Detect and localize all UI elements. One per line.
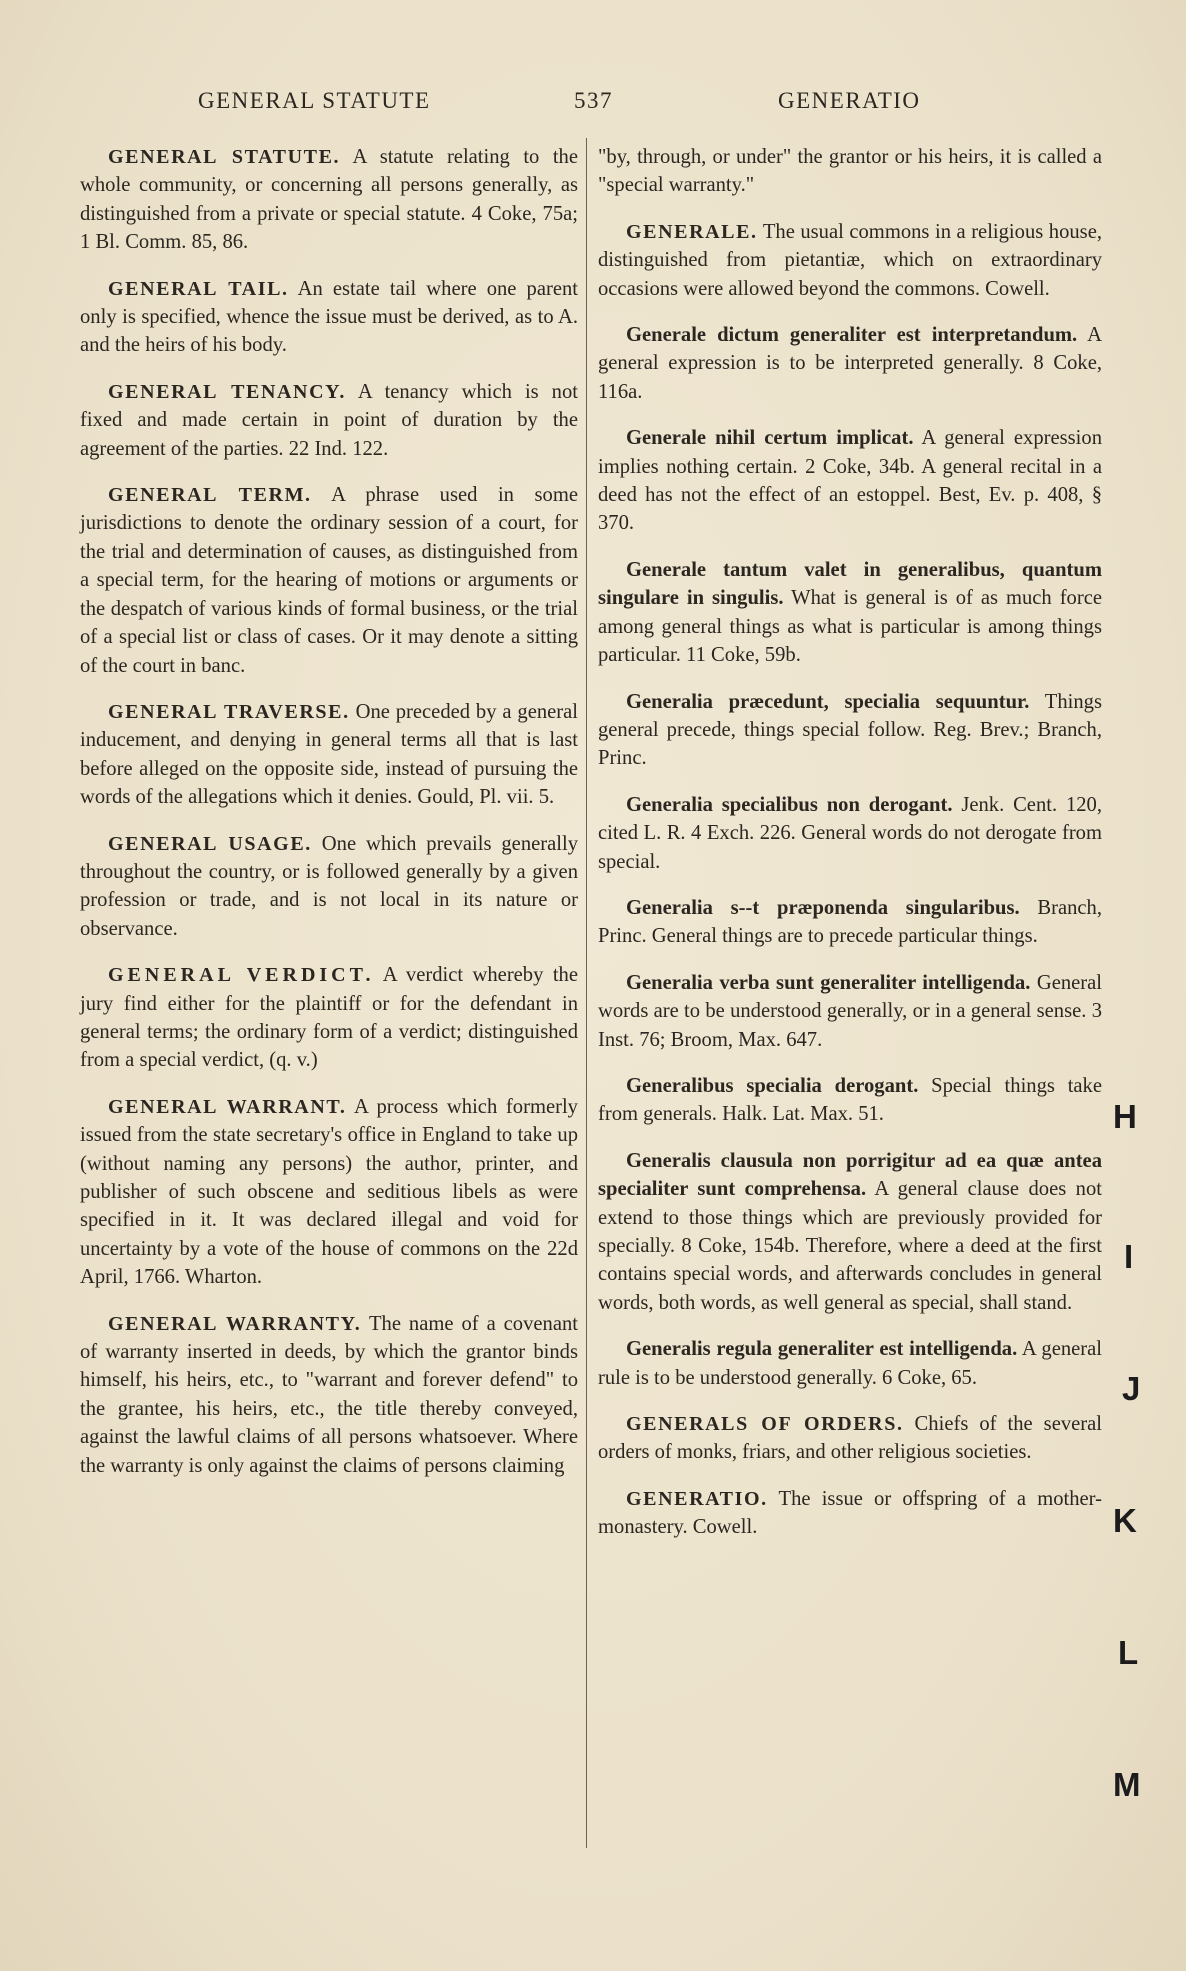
maxim-latin: Generale dictum generaliter est interpretandum.	[626, 324, 1078, 347]
entry-definition: One preceded by a general inducement, and denying in general terms all that is last before alleged on the opposite side, instead of pursuing the words of the allegations which it denies. Gould, Pl. vii. 5.	[80, 700, 578, 809]
entry-definition: One which prevails generally throughout the country, or is followed generally by a given profession or trade, and is not local in its nature or observance.	[80, 832, 579, 940]
entry-general-tail	[80, 275, 578, 360]
thumb-index-j: J	[1122, 1370, 1141, 1407]
entry-maxim	[598, 556, 1102, 670]
maxim-latin: Generalia specialibus non derogant.	[626, 793, 953, 816]
thumb-index-k: K	[1113, 1502, 1137, 1539]
header-left-guide-word: GENERAL STATUTE	[198, 88, 431, 113]
maxim-translation: Jenk. Cent. 120, cited L. R. 4 Exch. 226. General words do not derogate from special.	[598, 793, 1102, 873]
entry-general-warrant	[80, 1093, 578, 1292]
thumb-index-h: H	[1113, 1098, 1137, 1135]
maxim-translation: Branch, Princ. General things are to precede particular things.	[598, 896, 1102, 948]
entry-headword: GENERAL TENANCY.	[108, 380, 346, 403]
maxim-latin: Generalia s--t præponenda singularibus.	[626, 896, 1020, 919]
entry-headword: GENERAL TRAVERSE.	[108, 700, 350, 723]
thumb-index-l: L	[1118, 1634, 1139, 1671]
entry-headword: GENERAL WARRANT.	[108, 1095, 347, 1118]
entry-general-traverse	[80, 698, 578, 812]
entry-definition: A statute relating to the whole community, or concerning all persons generally, as distinguished from a private or special statute. 4 Coke, 75a; 1 Bl. Comm. 85, 86.	[80, 146, 578, 254]
entry-headword: GENERAL STATUTE.	[108, 146, 341, 168]
maxim-latin: Generalia præcedunt, specialia sequuntur.	[626, 690, 1030, 713]
entry-general-tenancy	[80, 378, 578, 463]
entry-maxim	[598, 424, 1102, 538]
entry-definition: A verdict whereby the jury find either for the plaintiff or for the defendant in general terms; the ordinary form of a verdict; distinguished from a special verdict, (q. v.)	[80, 964, 578, 1072]
entry-headword: GENERATIO.	[626, 1487, 768, 1510]
entry-definition: Chiefs of the several orders of monks, friars, and other religious societies.	[598, 1413, 1102, 1464]
maxim-translation: General words are to be understood generally, or in a general sense. 3 Inst. 76; Broom, Max. 647.	[598, 971, 1103, 1051]
maxim-translation: A general rule is to be understood generally. 6 Coke, 65.	[598, 1338, 1102, 1389]
entry-maxim	[598, 321, 1102, 406]
header-right-guide-word: GENERATIO	[778, 88, 921, 113]
entry-definition: The name of a covenant of warranty inserted in deeds, by which the grantor binds himself, his heirs, etc., to "warrant and forever defend" to the grantee, his heirs, etc., the title thereby conveyed, against the lawful claims of all persons whatsoever. Where the warranty is only against the claims of persons claiming	[80, 1312, 578, 1477]
entry-definition: A process which formerly issued from the state secretary's office in England to take up (without naming any persons) the author, printer, and publisher of such obscene and seditious libels as were specified in it. It was declared illegal and void for uncertainty by a vote of the house of commons on the 22d April, 1766. Wharton.	[80, 1095, 578, 1289]
entry-definition: "by, through, or under" the grantor or his heirs, it is called a "special warranty."	[598, 146, 1102, 197]
maxim-translation: Special things take from generals. Halk. Lat. Max. 51.	[598, 1074, 1102, 1126]
right-column	[598, 143, 1102, 1560]
entry-maxim	[598, 894, 1102, 951]
maxim-latin: Generale tantum valet in generalibus, quantum singulare in singulis.	[598, 558, 1102, 610]
entry-maxim	[598, 688, 1102, 773]
entry-general-warranty	[80, 1310, 578, 1480]
maxim-latin: Generale nihil certum implicat.	[626, 427, 914, 450]
entry-definition: A tenancy which is not fixed and made certain in point of duration by the agreement of the parties. 22 Ind. 122.	[80, 380, 578, 460]
entry-headword: GENERAL WARRANTY.	[108, 1312, 362, 1335]
page-number: 537	[574, 88, 613, 113]
entry-headword: GENERAL TERM.	[108, 484, 312, 507]
entry-general-usage	[80, 830, 578, 944]
entry-headword: GENERAL USAGE.	[108, 832, 312, 855]
entry-headword: GENERALS OF ORDERS.	[626, 1413, 904, 1436]
entry-generale	[598, 218, 1102, 303]
entry-maxim	[598, 1147, 1102, 1317]
left-column	[80, 143, 578, 1498]
thumb-index-i: I	[1124, 1238, 1134, 1275]
entry-definition: The issue or offspring of a mother-monastery. Cowell.	[598, 1487, 1102, 1539]
maxim-latin: Generalibus specialia derogant.	[626, 1074, 919, 1097]
running-header	[0, 88, 1186, 128]
maxim-latin: Generalis clausula non porrigitur ad ea quæ antea specialiter sunt comprehensa.	[598, 1149, 1102, 1201]
entry-general-term	[80, 481, 578, 680]
entry-headword: GENERALE.	[626, 220, 758, 243]
entry-maxim	[598, 1072, 1102, 1129]
entry-definition: An estate tail where one parent only is specified, whence the issue must be derived, as to A. and the heirs of his body.	[80, 277, 578, 357]
entry-maxim	[598, 969, 1102, 1054]
column-divider	[586, 138, 587, 1848]
maxim-translation: A general clause does not extend to those things which are previously provided for specially. 8 Coke, 154b. Therefore, where a deed at the first contains special words, and afterwards concludes in general words, both words, as well general as special, shall stand.	[598, 1178, 1102, 1314]
entry-maxim	[598, 791, 1102, 876]
entry-definition: The usual commons in a religious house, distinguished from pietantiæ, which on extraordinary occasions were allowed beyond the commons. Cowell.	[598, 220, 1102, 300]
entry-generals-of-orders	[598, 1410, 1102, 1467]
entry-generatio	[598, 1485, 1102, 1542]
maxim-translation: What is general is of as much force among general things as what is particular is among things particular. 11 Coke, 59b.	[598, 587, 1102, 667]
maxim-translation: A general expression implies nothing certain. 2 Coke, 34b. A general recital in a deed has not the effect of an estoppel. Best, Ev. p. 408, § 370.	[598, 427, 1102, 535]
entry-general-verdict	[80, 961, 578, 1075]
maxim-latin: Generalis regula generaliter est intelligenda.	[626, 1338, 1018, 1361]
maxim-translation: Things general precede, things special follow. Reg. Brev.; Branch, Princ.	[598, 690, 1102, 770]
maxim-latin: Generalia verba sunt generaliter intelligenda.	[626, 971, 1031, 994]
entry-definition: A phrase used in some jurisdictions to denote the ordinary session of a court, for the trial and determination of causes, as distinguished from a special term, for the hearing of motions or arguments or the despatch of various kinds of formal business, or the trial of a special list or class of cases. Or it may denote a sitting of the court in banc.	[80, 484, 578, 677]
entry-headword: GENERAL TAIL.	[108, 277, 289, 300]
entry-headword: GENERAL VERDICT.	[108, 964, 375, 987]
maxim-translation: A general expression is to be interpreted generally. 8 Coke, 116a.	[598, 324, 1102, 403]
entry-continuation	[598, 143, 1102, 200]
entry-maxim	[598, 1335, 1102, 1392]
entry-general-statute	[80, 143, 578, 257]
thumb-index-m: M	[1113, 1766, 1141, 1803]
